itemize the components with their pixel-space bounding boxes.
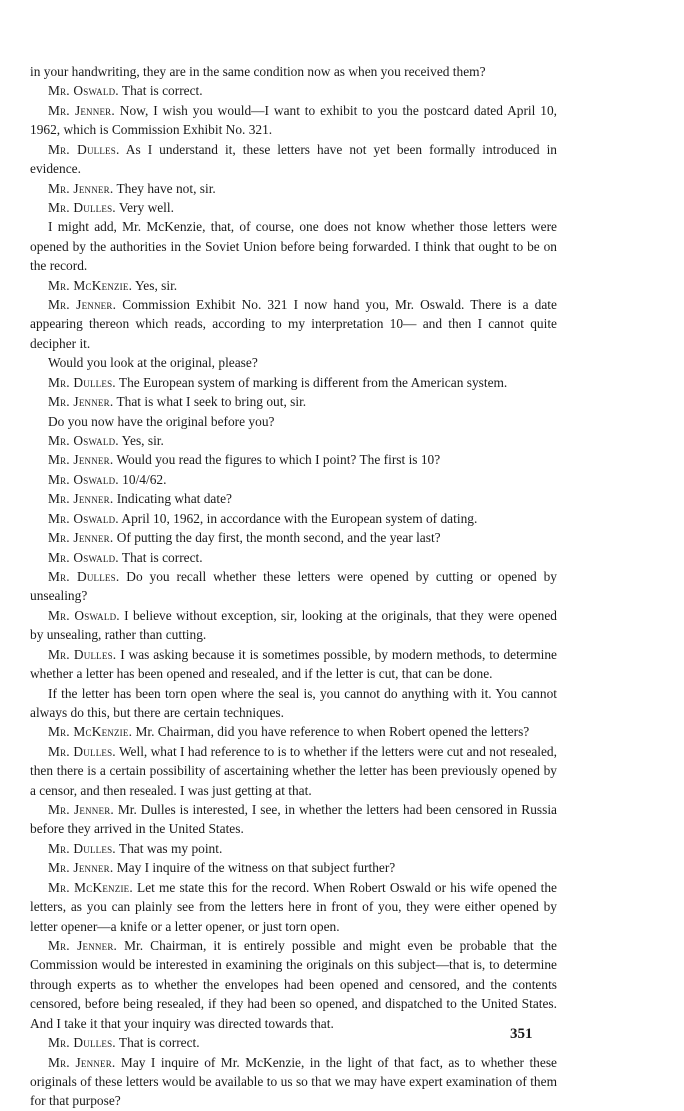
transcript-page — [30, 62, 557, 1111]
transcript-paragraph — [30, 567, 557, 606]
paragraph-text: Would you look at the original, please? — [48, 355, 258, 371]
speaker-name: Mr. Jenner. — [48, 1054, 116, 1070]
transcript-paragraph — [30, 81, 557, 100]
paragraph-text: Now, I wish you would—I want to exhibit to you the postcard dated April 10, 1962, which is Commission Exhibit No. 321. — [30, 102, 557, 138]
paragraph-text: The European system of marking is different from the American system. — [115, 374, 508, 390]
paragraph-text: As I understand it, these letters have not yet been formally introduced in evidence. — [30, 141, 557, 177]
paragraph-text: Commission Exhibit No. 321 I now hand you, Mr. Oswald. There is a date appearing thereon which reads, according to my interpretation 10— and then I cannot quite decipher it. — [30, 297, 557, 351]
speaker-name: Mr. Dulles. — [48, 141, 120, 157]
speaker-name: Mr. Oswald. — [48, 83, 119, 99]
paragraph-text: in your handwriting, they are in the same condition now as when you received them? — [30, 64, 486, 79]
paragraph-text: Of putting the day first, the month second, and the year last? — [113, 530, 441, 546]
speaker-name: Mr. Dulles. — [48, 199, 116, 215]
transcript-paragraph — [30, 179, 557, 198]
transcript-paragraph — [30, 742, 557, 800]
transcript-paragraph — [30, 62, 557, 81]
transcript-paragraph — [30, 450, 557, 469]
transcript-paragraph — [30, 645, 557, 684]
paragraph-text: Well, what I had reference to is to whether if the letters were cut and not resealed, then there is a certain possibility of ascertaining whether the letter has been previously opened by a censor, and then resealed. I was just getting at that. — [30, 743, 557, 798]
speaker-name: Mr. Oswald. — [48, 433, 119, 449]
page-number: 351 — [510, 1026, 533, 1042]
paragraph-text: Yes, sir. — [132, 277, 178, 293]
transcript-paragraph — [30, 431, 557, 450]
paragraph-text: Mr. Chairman, it is entirely possible and might even be probable that the Commission would be interested in examining the originals on this subject—that is, to determine through experts as to whether the envelopes had been opened and censored, and the contents censored, before being resealed, if they had been so opened, and dispatched to the United States. And I take it that your inquiry was directed towards that. — [30, 937, 557, 1031]
transcript-paragraph — [30, 140, 557, 179]
speaker-name: Mr. McKenzie. — [48, 879, 133, 895]
paragraph-text: Mr. Dulles is interested, I see, in whether the letters had been censored in Russia before they arrived in the United States. — [30, 802, 557, 837]
transcript-paragraph — [30, 392, 557, 411]
speaker-name: Mr. Dulles. — [48, 374, 116, 390]
paragraph-text: That is correct. — [115, 1035, 200, 1051]
speaker-name: Mr. Dulles. — [48, 568, 120, 584]
speaker-name: Mr. Oswald. — [48, 549, 119, 565]
speaker-name: Mr. Oswald. — [48, 607, 120, 623]
transcript-paragraph — [30, 606, 557, 645]
paragraph-text: I was asking because it is sometimes possible, by modern methods, to determine whether a letter has been opened and resealed, and if the letter is cut, that can be done. — [30, 646, 558, 682]
speaker-name: Mr. McKenzie. — [48, 724, 133, 740]
paragraph-text: Do you recall whether these letters were opened by cutting or opened by unsealing? — [30, 568, 557, 604]
transcript-paragraph — [30, 198, 557, 217]
speaker-name: Mr. Jenner. — [48, 102, 115, 118]
transcript-paragraph — [30, 101, 557, 140]
transcript-paragraph — [30, 878, 557, 936]
paragraph-text: That is correct. — [118, 549, 203, 565]
speaker-name: Mr. McKenzie. — [48, 277, 133, 293]
speaker-name: Mr. Jenner. — [48, 452, 114, 468]
speaker-name: Mr. Dulles. — [48, 1035, 116, 1051]
paragraph-text: May I inquire of Mr. McKenzie, in the light of that fact, as to whether these originals of these letters would be available to us so that we may have expert examination of them for that purpose? — [30, 1054, 557, 1109]
paragraph-text: Mr. Chairman, did you have reference to when Robert opened the letters? — [132, 724, 530, 740]
transcript-paragraph — [30, 509, 557, 528]
speaker-name: Mr. Dulles. — [48, 743, 116, 759]
speaker-name: Mr. Jenner. — [48, 180, 114, 196]
transcript-paragraph — [30, 217, 557, 275]
speaker-name: Mr. Jenner. — [48, 937, 118, 953]
transcript-paragraph — [30, 936, 557, 1033]
paragraph-text: Would you read the figures to which I point? The first is 10? — [113, 452, 441, 468]
transcript-paragraph — [30, 470, 557, 489]
transcript-paragraph — [30, 412, 557, 431]
paragraph-text: 10/4/62. — [118, 471, 167, 487]
speaker-name: Mr. Dulles. — [48, 646, 117, 662]
paragraph-text: That is correct. — [118, 83, 203, 99]
transcript-paragraph — [30, 858, 557, 877]
paragraph-text: Do you now have the original before you? — [48, 413, 275, 429]
paragraph-text: Let me state this for the record. When Robert Oswald or his wife opened the letters, as you can plainly see from the letters here in front of you, they were either opened by letter opener—a knife or a letter opener, or just torn open. — [30, 879, 558, 934]
speaker-name: Mr. Oswald. — [48, 471, 119, 487]
speaker-name: Mr. Jenner. — [48, 394, 114, 410]
transcript-paragraph — [30, 684, 557, 723]
transcript-paragraph — [30, 295, 557, 353]
transcript-paragraph — [30, 839, 557, 858]
paragraph-text: That was my point. — [115, 840, 223, 856]
transcript-paragraph — [30, 276, 557, 295]
speaker-name: Mr. Jenner. — [48, 297, 117, 313]
paragraph-text: If the letter has been torn open where the seal is, you cannot do anything with it. You cannot always do this, but there are certain techniques. — [30, 685, 557, 720]
paragraph-text: That is what I seek to bring out, sir. — [113, 394, 307, 410]
transcript-paragraph — [30, 800, 557, 839]
paragraph-text: Very well. — [115, 199, 174, 215]
paragraph-text: I believe without exception, sir, looking at the originals, that they were opened by unsealing, rather than cutting. — [30, 607, 557, 643]
paragraph-text: May I inquire of the witness on that subject further? — [113, 860, 396, 876]
paragraph-text: They have not, sir. — [113, 180, 216, 196]
transcript-paragraph — [30, 353, 557, 372]
transcript-paragraph — [30, 489, 557, 508]
paragraph-text: Indicating what date? — [113, 491, 232, 507]
speaker-name: Mr. Jenner. — [48, 860, 114, 876]
paragraph-text: Yes, sir. — [118, 433, 164, 449]
transcript-paragraph — [30, 528, 557, 547]
transcript-paragraph — [30, 373, 557, 392]
speaker-name: Mr. Jenner. — [48, 530, 114, 546]
paragraph-text: I might add, Mr. McKenzie, that, of course, one does not know whether those letters were opened by the authorities in the Soviet Union before being forwarded. I think that ought to be on the record. — [30, 219, 557, 274]
speaker-name: Mr. Dulles. — [48, 840, 116, 856]
paragraph-text: April 10, 1962, in accordance with the European system of dating. — [118, 510, 478, 526]
transcript-paragraph — [30, 1053, 557, 1111]
transcript-paragraph — [30, 1033, 557, 1052]
speaker-name: Mr. Jenner. — [48, 802, 114, 818]
speaker-name: Mr. Jenner. — [48, 491, 114, 507]
speaker-name: Mr. Oswald. — [48, 510, 119, 526]
transcript-paragraph — [30, 548, 557, 567]
transcript-paragraph — [30, 722, 557, 741]
